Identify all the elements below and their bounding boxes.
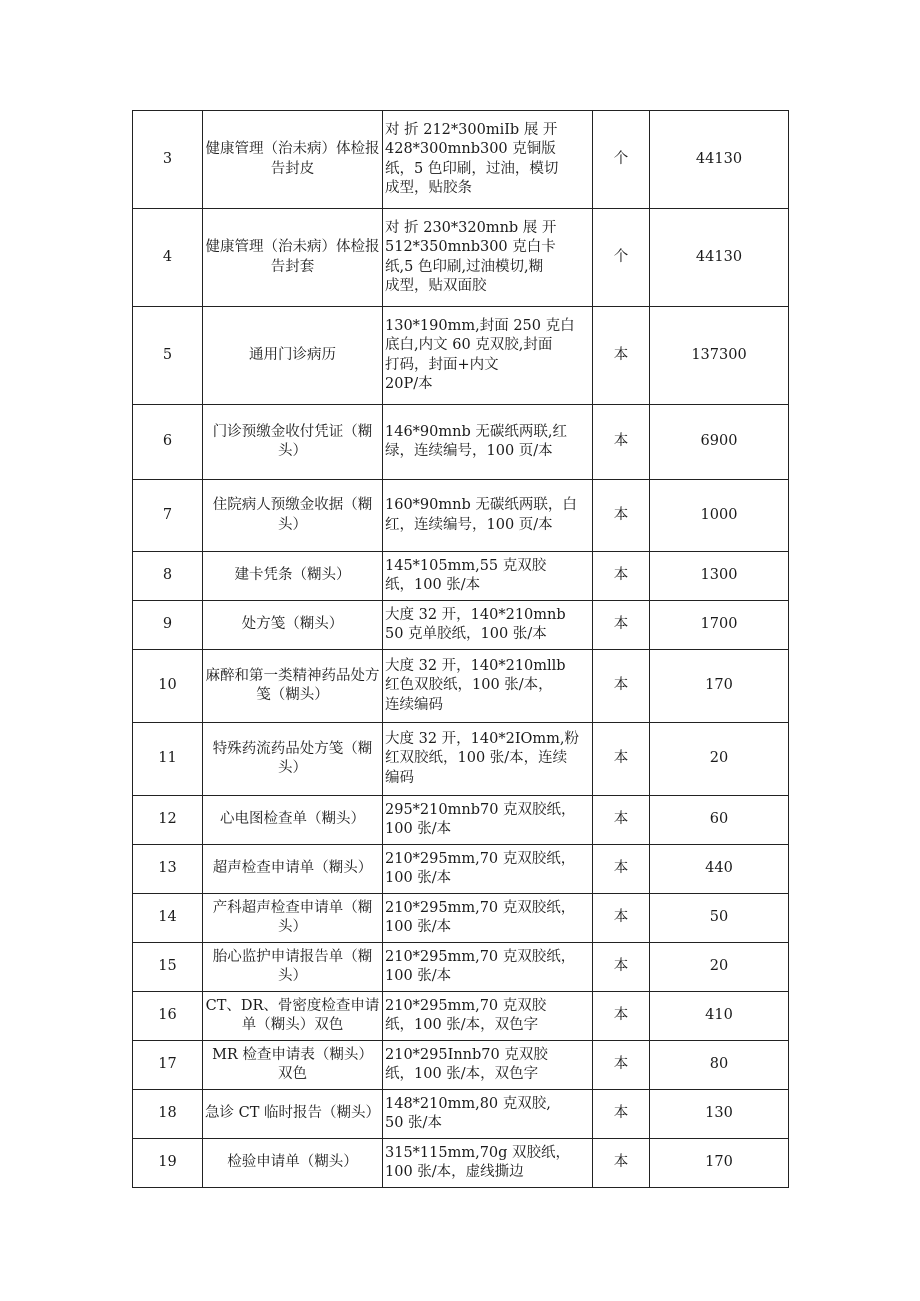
quantity-cell: 20 [650, 723, 789, 796]
quantity-cell: 80 [650, 1041, 789, 1090]
spec-line: 编码 [385, 769, 414, 786]
row-number-cell: 19 [133, 1139, 203, 1188]
spec-cell [383, 1041, 593, 1090]
spec-cell [383, 209, 593, 307]
row-number-cell: 9 [133, 601, 203, 650]
item-name-cell: 建卡凭条（糊头） [203, 552, 383, 601]
table-row [133, 845, 789, 894]
quantity-cell: 44130 [650, 209, 789, 307]
unit-cell: 个 [593, 111, 650, 209]
table-row [133, 1139, 789, 1188]
quantity-cell: 20 [650, 943, 789, 992]
quantity-cell: 440 [650, 845, 789, 894]
spec-line: 红色双胶纸，100 张/本， [385, 677, 553, 694]
spec-line: 红，连续编号，100 页/本 [385, 516, 553, 533]
table-row [133, 552, 789, 601]
spec-cell [383, 552, 593, 601]
spec-line: 210*295Innb70 克双胶 [385, 1046, 548, 1063]
spec-line: 100 张/本 [385, 968, 452, 984]
row-number-cell: 11 [133, 723, 203, 796]
row-number-cell: 16 [133, 992, 203, 1041]
quantity-cell: 1300 [650, 552, 789, 601]
row-number-cell: 12 [133, 796, 203, 845]
item-name-cell: 产科超声检查申请单（糊头） [203, 894, 383, 943]
spec-line: 295*210mnb70 克双胶纸， [385, 801, 576, 818]
spec-line: 大度 32 开，140*210mnb [385, 606, 566, 623]
spec-line: 成型，贴双面胶 [385, 278, 487, 294]
unit-cell: 本 [593, 723, 650, 796]
item-name-cell: 特殊药流药品处方笺（糊头） [203, 723, 383, 796]
spec-cell [383, 405, 593, 480]
unit-cell: 本 [593, 601, 650, 650]
unit-cell: 本 [593, 650, 650, 723]
spec-line: 428*300mnb300 克铜版 [385, 141, 556, 157]
row-number-cell: 5 [133, 307, 203, 405]
spec-line: 315*115mm,70g 双胶纸， [385, 1144, 571, 1161]
spec-line: 100 张/本 [385, 870, 452, 886]
spec-line: 打码，封面+内文 [385, 356, 499, 373]
table-row [133, 405, 789, 480]
spec-line: 大度 32 开，140*2IOmm,粉 [385, 730, 580, 747]
item-name-cell: CT、DR、骨密度检查申请单（糊头）双色 [203, 992, 383, 1041]
table-row [133, 943, 789, 992]
table-row [133, 723, 789, 796]
spec-line: 成型，贴胶条 [385, 180, 472, 196]
spec-line: 50 克单胶纸，100 张/本 [385, 626, 547, 642]
quantity-cell: 410 [650, 992, 789, 1041]
spec-line: 145*105mm,55 克双胶 [385, 557, 547, 574]
quantity-cell: 50 [650, 894, 789, 943]
spec-cell [383, 480, 593, 552]
unit-cell: 本 [593, 1041, 650, 1090]
unit-cell: 本 [593, 552, 650, 601]
table-row [133, 1090, 789, 1139]
item-name-cell: 健康管理（治未病）体检报告封皮 [203, 111, 383, 209]
spec-line: 130*190mm,封面 250 克白 [385, 317, 575, 334]
item-name-cell: 通用门诊病历 [203, 307, 383, 405]
table-row [133, 111, 789, 209]
spec-line: 纸,5 色印刷,过油模切,糊 [385, 258, 544, 275]
spec-cell [383, 845, 593, 894]
quantity-cell: 1000 [650, 480, 789, 552]
row-number-cell: 15 [133, 943, 203, 992]
table-row [133, 601, 789, 650]
table-body [133, 111, 789, 1188]
table-row [133, 650, 789, 723]
spec-line: 大度 32 开，140*210mllb [385, 657, 566, 674]
spec-line: 210*295mm,70 克双胶纸， [385, 899, 576, 916]
spec-cell [383, 992, 593, 1041]
spec-line: 146*90mnb 无碳纸两联,红 [385, 423, 567, 440]
spec-cell [383, 601, 593, 650]
quantity-cell: 60 [650, 796, 789, 845]
spec-cell [383, 796, 593, 845]
spec-line: 绿，连续编号，100 页/本 [385, 443, 553, 459]
spec-line: 纸，100 张/本，双色字 [385, 1066, 539, 1082]
spec-line: 148*210mm,80 克双胶, [385, 1095, 551, 1112]
spec-line: 210*295mm,70 克双胶纸， [385, 850, 576, 867]
unit-cell: 本 [593, 894, 650, 943]
unit-cell: 本 [593, 943, 650, 992]
unit-cell: 本 [593, 1139, 650, 1188]
table-row [133, 209, 789, 307]
spec-line: 20P/本 [385, 376, 433, 392]
item-name-cell: 处方笺（糊头） [203, 601, 383, 650]
row-number-cell: 7 [133, 480, 203, 552]
quantity-cell: 130 [650, 1090, 789, 1139]
spec-line: 50 张/本 [385, 1115, 442, 1131]
table-row [133, 307, 789, 405]
unit-cell: 本 [593, 845, 650, 894]
spec-cell [383, 111, 593, 209]
row-number-cell: 13 [133, 845, 203, 894]
row-number-cell: 6 [133, 405, 203, 480]
spec-line: 100 张/本 [385, 821, 452, 837]
spec-line: 对 折 212*300miIb 展 开 [385, 121, 558, 138]
unit-cell: 本 [593, 405, 650, 480]
row-number-cell: 14 [133, 894, 203, 943]
unit-cell: 本 [593, 992, 650, 1041]
spec-cell [383, 1139, 593, 1188]
item-name-cell: MR 检查申请表（糊头）双色 [203, 1041, 383, 1090]
spec-line: 红双胶纸，100 张/本，连续 [385, 750, 568, 767]
spec-line: 100 张/本 [385, 919, 452, 935]
item-name-cell: 检验申请单（糊头） [203, 1139, 383, 1188]
row-number-cell: 17 [133, 1041, 203, 1090]
spec-cell [383, 307, 593, 405]
row-number-cell: 10 [133, 650, 203, 723]
table-row [133, 894, 789, 943]
table-row [133, 1041, 789, 1090]
spec-line: 210*295mm,70 克双胶纸， [385, 948, 576, 965]
unit-cell: 本 [593, 307, 650, 405]
table-row [133, 480, 789, 552]
spec-cell [383, 894, 593, 943]
spec-cell [383, 723, 593, 796]
item-name-cell: 门诊预缴金收付凭证（糊头） [203, 405, 383, 480]
item-name-cell: 住院病人预缴金收据（糊头） [203, 480, 383, 552]
spec-cell [383, 943, 593, 992]
item-name-cell: 麻醉和第一类精神药品处方笺（糊头） [203, 650, 383, 723]
quantity-cell: 170 [650, 650, 789, 723]
quantity-cell: 44130 [650, 111, 789, 209]
table-row [133, 796, 789, 845]
spec-line: 210*295mm,70 克双胶 [385, 997, 547, 1014]
row-number-cell: 8 [133, 552, 203, 601]
item-name-cell: 超声检查申请单（糊头） [203, 845, 383, 894]
item-name-cell: 心电图检查单（糊头） [203, 796, 383, 845]
quantity-cell: 6900 [650, 405, 789, 480]
spec-line: 纸，100 张/本，双色字 [385, 1017, 539, 1033]
item-name-cell: 胎心监护申请报告单（糊头） [203, 943, 383, 992]
unit-cell: 本 [593, 796, 650, 845]
quantity-cell: 1700 [650, 601, 789, 650]
spec-line: 底白,内文 60 克双胶,封面 [385, 337, 553, 353]
spec-cell [383, 650, 593, 723]
spec-line: 100 张/本，虚线撕边 [385, 1164, 524, 1180]
print-items-table [132, 110, 789, 1188]
spec-line: 纸，100 张/本 [385, 577, 481, 593]
spec-line: 160*90mnb 无碳纸两联，白 [385, 497, 577, 513]
row-number-cell: 3 [133, 111, 203, 209]
unit-cell: 本 [593, 480, 650, 552]
unit-cell: 本 [593, 1090, 650, 1139]
unit-cell: 个 [593, 209, 650, 307]
quantity-cell: 170 [650, 1139, 789, 1188]
item-name-cell: 急诊 CT 临时报告（糊头） [203, 1090, 383, 1139]
spec-line: 512*350mnb300 克白卡 [385, 239, 556, 255]
spec-line: 对 折 230*320mnb 展 开 [385, 219, 557, 236]
table-row [133, 992, 789, 1041]
row-number-cell: 4 [133, 209, 203, 307]
quantity-cell: 137300 [650, 307, 789, 405]
item-name-cell: 健康管理（治未病）体检报告封套 [203, 209, 383, 307]
spec-line: 连续编码 [385, 696, 443, 713]
spec-line: 纸，5 色印刷，过油，模切 [385, 160, 559, 177]
spec-cell [383, 1090, 593, 1139]
row-number-cell: 18 [133, 1090, 203, 1139]
